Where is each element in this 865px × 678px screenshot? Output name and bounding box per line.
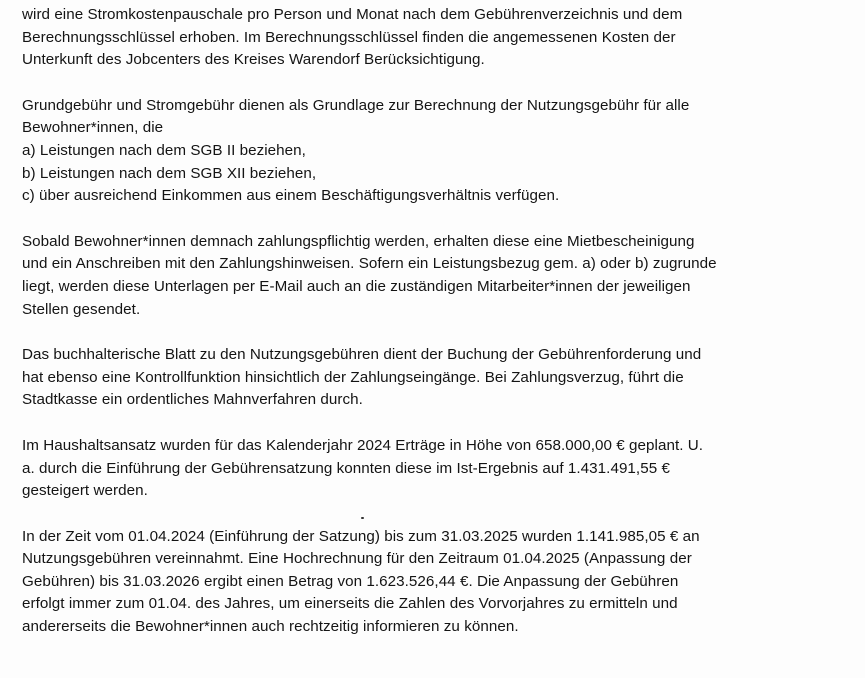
scan-speck [361,517,364,519]
paragraph-buchhaltung [22,344,835,412]
text-line: Stellen gesendet. [22,300,141,318]
paragraph-stromkostenpauschale [22,4,835,72]
paragraph-haushaltsansatz [22,435,835,503]
text-line: gesteigert werden. [22,482,148,500]
paragraph-grundgebuehr [22,95,835,208]
paragraph-hochrechnung [22,526,835,639]
text-line: Sobald Bewohner*innen demnach zahlungspflichtig werden, erhalten diese eine Mietbescheinigung [22,232,695,250]
text-line: Grundgebühr und Stromgebühr dienen als Grundlage zur Berechnung der Nutzungsgebühr für alle [22,96,690,114]
text-line: Gebühren) bis 31.03.2026 ergibt einen Betrag von 1.623.526,44 €. Die Anpassung der Gebühren [22,572,679,590]
text-line: wird eine Stromkostenpauschale pro Person und Monat nach dem Gebührenverzeichnis und dem [22,6,683,23]
text-line: Im Haushaltsansatz wurden für das Kalenderjahr 2024 Erträge in Höhe von 658.000,00 € geplant. U. [22,436,704,454]
paragraph-zahlungspflicht [22,231,835,321]
text-line: und ein Anschreiben mit den Zahlungshinweisen. Sofern ein Leistungsbezug gem. a) oder b) zugrunde [22,255,717,273]
text-line: erfolgt immer zum 01.04. des Jahres, um einerseits die Zahlen des Vorvorjahres zu ermitteln und [22,595,678,613]
text-line: Berechnungsschlüssel erhoben. Im Berechnungsschlüssel finden die angemessenen Kosten der [22,28,676,46]
text-line: liegt, werden diese Unterlagen per E-Mail auch an die zuständigen Mitarbeiter*innen der jeweiligen [22,277,691,295]
text-line: Stadtkasse ein ordentliches Mahnverfahren durch. [22,391,363,409]
text-line: a. durch die Einführung der Gebührensatzung konnten diese im Ist-Ergebnis auf 1.431.491,55 € [22,459,670,477]
list-item-c: c) über ausreichend Einkommen aus einem Beschäftigungsverhältnis verfügen. [22,187,560,205]
text-line: In der Zeit vom 01.04.2024 (Einführung der Satzung) bis zum 31.03.2025 wurden 1.141.985,05 € an [22,527,700,545]
text-line: andererseits die Bewohner*innen auch rechtzeitig informieren zu können. [22,618,519,636]
text-line: Nutzungsgebühren vereinnahmt. Eine Hochrechnung für den Zeitraum 01.04.2025 (Anpassung der [22,550,692,568]
list-item-a: a) Leistungen nach dem SGB II beziehen, [22,141,306,159]
text-line: Unterkunft des Jobcenters des Kreises Warendorf Berücksichtigung. [22,51,485,69]
text-line: Bewohner*innen, die [22,119,164,137]
text-line: Das buchhalterische Blatt zu den Nutzungsgebühren dient der Buchung der Gebührenforderung und [22,346,702,364]
list-item-b: b) Leistungen nach dem SGB XII beziehen, [22,164,317,182]
text-line: hat ebenso eine Kontrollfunktion hinsichtlich der Zahlungseingänge. Bei Zahlungsverzug, führt die [22,368,684,386]
